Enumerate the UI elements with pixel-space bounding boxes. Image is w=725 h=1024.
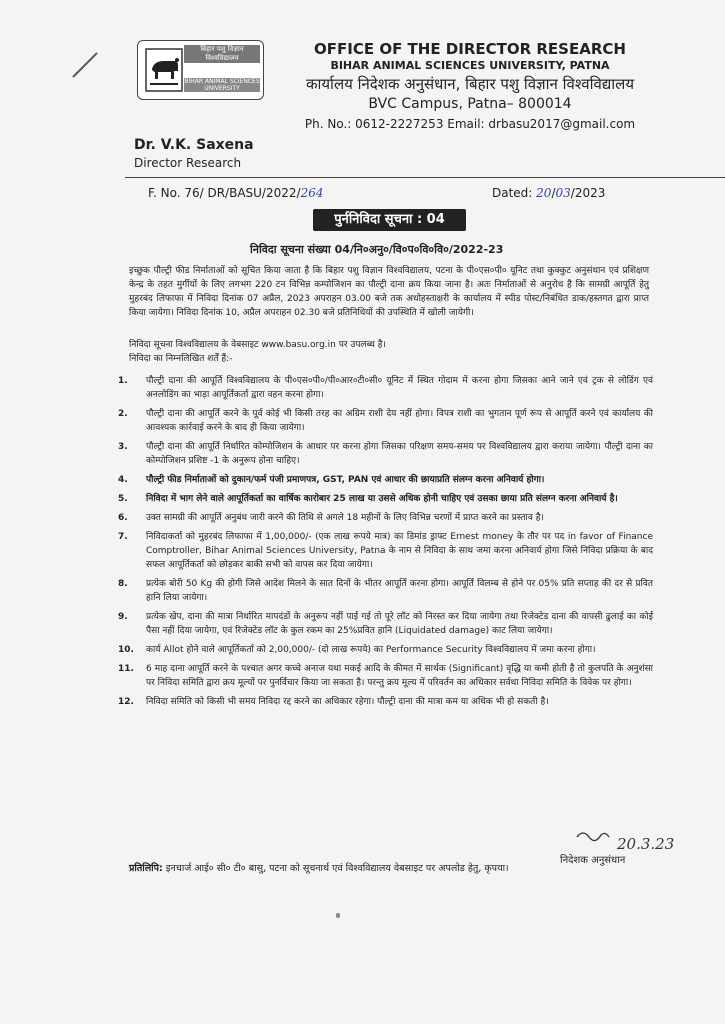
file-number <box>148 186 323 200</box>
condition-text: निविदा समिति को किसी भी समय निविदा रद्द करने का अधिकार रहेगा। पौल्ट्री दाना की मात्रा कम या अधिक भी हो सकती है। <box>146 697 549 707</box>
copy-label: प्रतिलिपि: <box>129 863 163 874</box>
condition-item <box>118 695 653 709</box>
contact-line: Ph. No.: 0612-2227253 Email: drbasu2017@gmail.com <box>304 117 636 131</box>
condition-text: कार्य Allot होने वाले आपूर्तिकर्ता को 2,00,000/- (दो लाख रूपये) का Performance Security विश्वविद्यालय में जमा करना होगा। <box>146 645 596 655</box>
logo-text-english: BIHAR ANIMAL SCIENCES UNIVERSITY <box>184 78 260 92</box>
condition-text: प्रत्येक खेप, दाना की मात्रा निर्धारित मापदंडों के अनुरूप नहीं पाई गई तो पूरे लॉट को निरस्त कर दिया जायेगा तथा रिजेक्टेड दाना की वापसी ढुलाई का कोई पैसा नहीं दिया जायेगा, एवं रिजेक्टेड लॉट के कुल रकम का 25%प्रवित हानि (Liquidated damage) काट लिया जायेगा। <box>146 612 653 636</box>
condition-item <box>118 440 653 468</box>
dated-year: /2023 <box>570 186 606 200</box>
conditions-heading: निविदा का निम्नलिखित शर्तें हैं:- <box>129 354 233 364</box>
condition-number: 2. <box>118 409 128 419</box>
signature-mark <box>575 825 715 855</box>
condition-number: 1. <box>118 376 128 386</box>
condition-text: पौल्ट्री दाना की आपूर्ति करने के पूर्व कोई भी किसी तरह का अग्रिम राशी देय नहीं होगा। विपत्र राशी का भुगतान पूर्ण रूप से आपूर्ति करने एवं कार्यालय की आवश्यक कार्रवाई करने के बाद ही किया जायेगा। <box>146 409 653 433</box>
notice-lines <box>129 338 649 366</box>
conditions-list <box>118 374 653 714</box>
office-title: OFFICE OF THE DIRECTOR RESEARCH <box>314 40 626 58</box>
condition-number: 4. <box>118 475 128 485</box>
office-title-hindi: कार्यालय निदेशक अनुसंधान, बिहार पशु विज्ञान विश्वविद्यालय <box>305 75 635 93</box>
signatory-title: निदेशक अनुसंधान <box>560 855 626 866</box>
copy-text: इनचार्ज आई० सी० टी० बासु, पटना को सूचनार्थ एवं विश्वविद्यालय वेबसाइट पर अपलोड हेतु, कृपया। <box>165 863 509 874</box>
copy-line <box>129 862 649 875</box>
condition-item <box>118 511 653 525</box>
condition-text: निविदा में भाग लेने वाले आपूर्तिकर्ता का वार्षिक कारोबार 25 लाख या उससे अधिक होनी चाहिए एवं उसका छाया प्रति संलग्न करना अनिवार्य है। <box>146 494 618 504</box>
logo-text-hindi: बिहार पशु विज्ञान विश्वविद्यालय <box>184 45 260 63</box>
condition-item <box>118 374 653 402</box>
condition-item <box>118 407 653 435</box>
director-title: Director Research <box>134 156 242 170</box>
file-number-text: F. No. 76/ DR/BASU/2022/ <box>148 186 301 200</box>
university-logo <box>137 40 264 100</box>
condition-item <box>118 530 653 572</box>
condition-text: 6 माह दाना आपूर्ति करने के पश्चात अगर कच्चे अनाज यथा मकई आदि के कीमत में सार्थक (Significant) वृद्धि या कमी होती है तो कुलपति के अनुशंसा पर निविदा समिति द्वारा क्रय मूल्यों पर पुनर्विचार किया जा सकता है। परन्तु क्रय मूल्य में परिवर्तन का अधिकार सर्वथा निविदा समिति के विवेक पर होगा। <box>146 664 653 688</box>
condition-item <box>118 610 653 638</box>
scan-speck <box>336 913 340 918</box>
condition-text: उक्त सामग्री की आपूर्ति अनुबंध जारी करने की तिथि से अगले 18 महीनों के लिए विभिन्न चरणों में प्राप्त करने का प्रस्ताव है। <box>146 513 544 523</box>
notice-badge: पुर्ननिविदा सूचना : 04 <box>313 209 466 231</box>
file-number-handwritten: 264 <box>300 186 324 200</box>
condition-number: 6. <box>118 513 128 523</box>
condition-number: 7. <box>118 532 128 542</box>
condition-text: पौल्ट्री दाना की आपूर्ति निर्धारित कोम्पोजिशन के आधार पर करना होगा जिसका परिक्षण समय-समय पर विश्वविद्यालय द्वारा कराया जायेगा। पौल्ट्री दाना का कोम्पोजिशन प्रशिष्ट -1 के अनुरूप होना चाहिए। <box>146 442 653 466</box>
condition-text: पौल्ट्री फीड निर्माताओं को दुकान/फर्म पंजी प्रमाणपत्र, GST, PAN एवं आधार की छायाप्रति संलग्न करना अनिवार्य होगा। <box>146 475 545 485</box>
university-name: BIHAR ANIMAL SCIENCES UNIVERSITY, PATNA <box>330 59 610 72</box>
campus-address: BVC Campus, Patna– 800014 <box>368 96 572 112</box>
condition-number: 12. <box>118 697 134 707</box>
notice-intro: इच्छुक पौल्ट्री फीड निर्माताओं को सूचित किया जाता है कि बिहार पशु विज्ञान विश्वविद्यालय, पटना के पी०एस०पी० यूनिट तथा कुक्कुट अनुसंधान एवं प्रशिक्षण केन्द्र के तहत मुर्गीयों के लिए लगभग 220 टन विभिन्न कम्पोजिशन का पौल्ट्री दाना क्रय किया जाना है। अतः निर्माताओं से अनुरोध है कि सामग्री आपूर्ति हेतु मुहरबंद लिफाफा में निविदा दिनांक 07 अप्रैल, 2023 अपराहन 03.00 बजे तक अधोहस्ताक्षरी के कार्यालय में स्पीड पोस्ट/निबंधित डाक/हस्तगत द्वारा प्राप्त किया जायेगा। निविदा दिनांक 10, अप्रैल अपराहन 02.30 बजे प्रतिनिधियों की उपस्थिति में खोली जायेगी। <box>129 266 649 318</box>
director-name: Dr. V.K. Saxena <box>134 137 254 153</box>
condition-number: 9. <box>118 612 128 622</box>
dated-line: Dated: 20/03/2023 <box>492 186 606 200</box>
dated-label: Dated: <box>492 186 533 200</box>
cow-emblem-icon <box>144 47 184 93</box>
condition-item <box>118 473 653 487</box>
header-divider <box>125 177 725 178</box>
condition-number: 3. <box>118 442 128 452</box>
dated-month: 03 <box>555 186 571 200</box>
condition-text: प्रत्येक बोरी 50 Kg की होगी जिसे आदेश मिलने के सात दिनों के भीतर आपूर्ति करना होगा। आपूर्ति विलम्ब से होने पर 05% प्रति सप्ताह की दर से प्रवित हानि लिया जायेगा। <box>146 579 653 603</box>
condition-item <box>118 492 653 506</box>
pen-mark <box>72 52 97 77</box>
condition-number: 10. <box>118 645 134 655</box>
website-line: निविदा सूचना विश्वविद्यालय के वेबसाइट www.basu.org.in पर उपलब्ध है। <box>129 340 386 350</box>
condition-text: निविदाकर्ता को मुहरबंद लिफाफा में 1,00,000/- (एक लाख रूपये मात्र) का डिमांड ड्राफ्ट Ernest money के तौर पर पद in favor of Finance Comptroller, Bihar Animal Sciences University, Patna के नाम से निविदा के साथ जमा करना अनिवार्य होगा जिसे निविदा प्रक्रिया के बाद सफल आपूर्तिकर्ता को छोड़कर बाकी सभी को वापस कर दिया जायेगा। <box>146 532 653 570</box>
notice-subtitle: निविदा सूचना संख्या 04/नि०अनु०/वि०प०वि०वि०/2022-23 <box>250 243 504 256</box>
condition-number: 11. <box>118 664 134 674</box>
condition-item <box>118 643 653 657</box>
condition-number: 8. <box>118 579 128 589</box>
dated-day: 20 <box>536 186 552 200</box>
signature-date: 20.3.23 <box>617 835 675 853</box>
condition-text: पौल्ट्री दाना की आपूर्ति विश्वविद्यालय के पी०एस०पी०/पी०आर०टी०सी० यूनिट में स्थित गोदाम में करना होगा जिसका आने जाने एवं ट्रक से लोडिंग एवं अनलोडिंग का भाड़ा आपूर्तिकर्ता द्वारा वहन करना होगा। <box>146 376 653 400</box>
condition-item <box>118 577 653 605</box>
condition-item <box>118 662 653 690</box>
condition-number: 5. <box>118 494 128 504</box>
